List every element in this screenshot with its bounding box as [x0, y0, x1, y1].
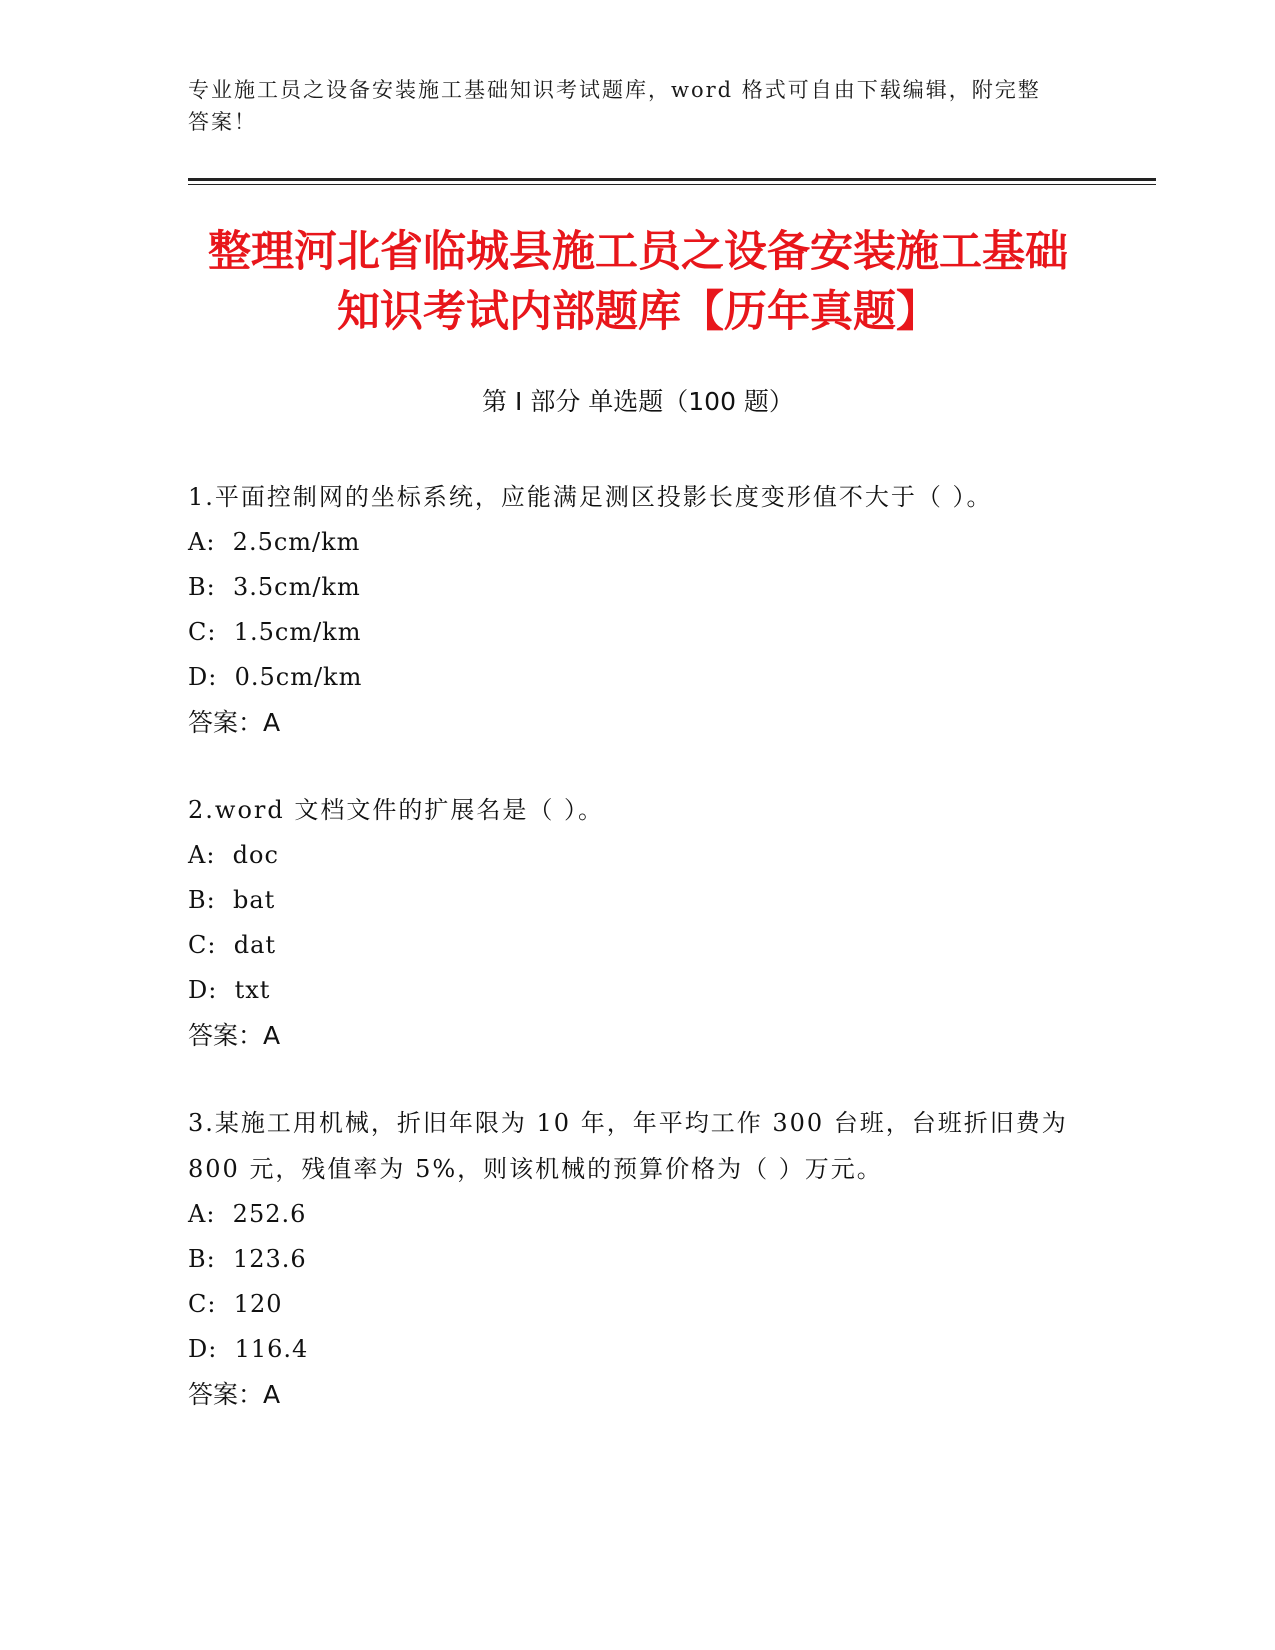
option-c: C: dat	[188, 931, 277, 959]
option-b: B: 3.5cm/km	[188, 573, 361, 601]
question-2	[188, 787, 1078, 1058]
question-1	[188, 474, 1078, 745]
option-d: D: txt	[188, 976, 271, 1004]
header-divider-thin	[188, 184, 1156, 185]
option-d: D: 116.4	[188, 1335, 309, 1363]
question-stem: 2.word 文档文件的扩展名是（ ）。	[188, 796, 604, 824]
header-divider-thick	[188, 178, 1156, 181]
question-list	[188, 474, 1078, 1459]
section-title: 第 I 部分 单选题（100 题）	[482, 387, 794, 416]
option-b: B: bat	[188, 886, 276, 914]
question-stem: 3.某施工用机械，折旧年限为 10 年，年平均工作 300 台班，台班折旧费为 800 元，残值率为 5%，则该机械的预算价格为（ ）万元。	[188, 1109, 1068, 1183]
option-d: D: 0.5cm/km	[188, 663, 363, 691]
document-title: 整理河北省临城县施工员之设备安装施工基础知识考试内部题库【历年真题】	[208, 227, 1068, 337]
option-b: B: 123.6	[188, 1245, 307, 1273]
header-note: 专业施工员之设备安装施工基础知识考试题库，word 格式可自由下载编辑，附完整答案！	[188, 78, 1041, 134]
answer-line: 答案：A	[188, 1021, 281, 1050]
option-a: A: 252.6	[188, 1200, 307, 1228]
question-stem: 1.平面控制网的坐标系统，应能满足测区投影长度变形值不大于（ ）。	[188, 483, 993, 511]
option-a: A: 2.5cm/km	[188, 528, 361, 556]
option-c: C: 1.5cm/km	[188, 618, 362, 646]
answer-line: 答案：A	[188, 1380, 281, 1409]
answer-line: 答案：A	[188, 708, 281, 737]
question-3	[188, 1100, 1078, 1417]
option-c: C: 120	[188, 1290, 283, 1318]
option-a: A: doc	[188, 841, 279, 869]
